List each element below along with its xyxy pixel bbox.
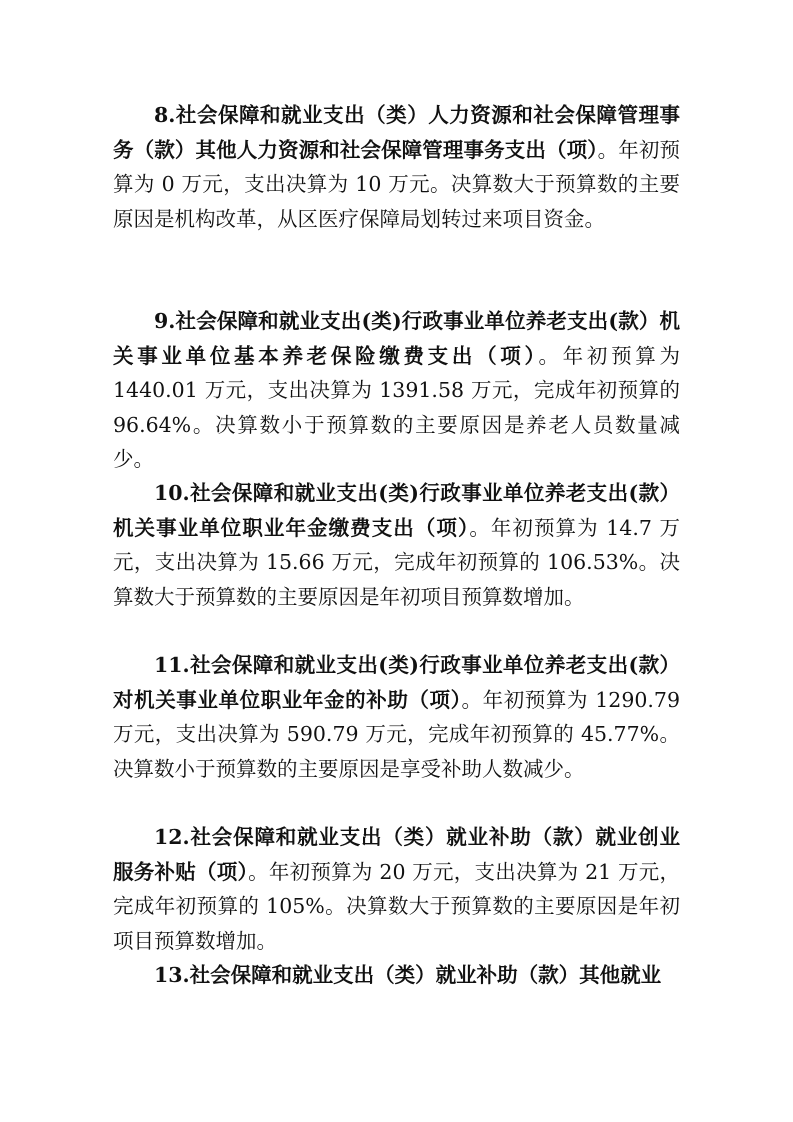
paragraph-item-8 — [113, 98, 680, 236]
paragraph-body: 。年初预算为 0 万元，支出决算为 10 万元。决算数大于预算数的主要原因是机构改革，从区医疗保障局划转过来项目资金。 — [113, 137, 681, 231]
paragraph-heading: 11.社会保障和就业支出(类)行政事业单位养老支出(款）对机关事业单位职业年金的补助（项） — [113, 653, 680, 712]
paragraph-body: 。年初预算为 20 万元，支出决算为 21 万元，完成年初预算的 105%。决算数大于预算数的主要原因是年初项目预算数增加。 — [113, 859, 680, 953]
paragraph-heading: 10.社会保障和就业支出(类)行政事业单位养老支出(款）机关事业单位职业年金缴费支出（项） — [113, 481, 680, 540]
paragraph-heading: 12.社会保障和就业支出（类）就业补助（款）就业创业服务补贴（项） — [113, 825, 680, 884]
paragraph-item-12 — [113, 820, 680, 958]
paragraph-heading: 9.社会保障和就业支出(类)行政事业单位养老支出(款）机关事业单位基本养老保险缴费支出（项） — [113, 309, 680, 368]
paragraph-item-10 — [113, 476, 680, 614]
paragraph-heading: 8.社会保障和就业支出（类）人力资源和社会保障管理事务（款）其他人力资源和社会保障管理事务支出（项） — [113, 103, 680, 162]
paragraph-heading: 13.社会保障和就业支出（类）就业补助（款）其他就业 — [154, 963, 662, 987]
paragraph-item-11 — [113, 648, 680, 786]
paragraph-body: 。年初预算为 14.7 万元，支出决算为 15.66 万元，完成年初预算的 106.53%。决算数大于预算数的主要原因是年初项目预算数增加。 — [113, 515, 680, 609]
paragraph-body: 。年初预算为 1440.01 万元，支出决算为 1391.58 万元，完成年初预算的 96.64%。决算数小于预算数的主要原因是养老人员数量减少。 — [113, 343, 681, 471]
paragraph-item-13 — [113, 958, 680, 993]
paragraph-body: 。年初预算为 1290.79 万元，支出决算为 590.79 万元，完成年初预算的 45.77%。决算数小于预算数的主要原因是享受补助人数减少。 — [113, 687, 681, 781]
paragraph-item-9 — [113, 304, 680, 477]
